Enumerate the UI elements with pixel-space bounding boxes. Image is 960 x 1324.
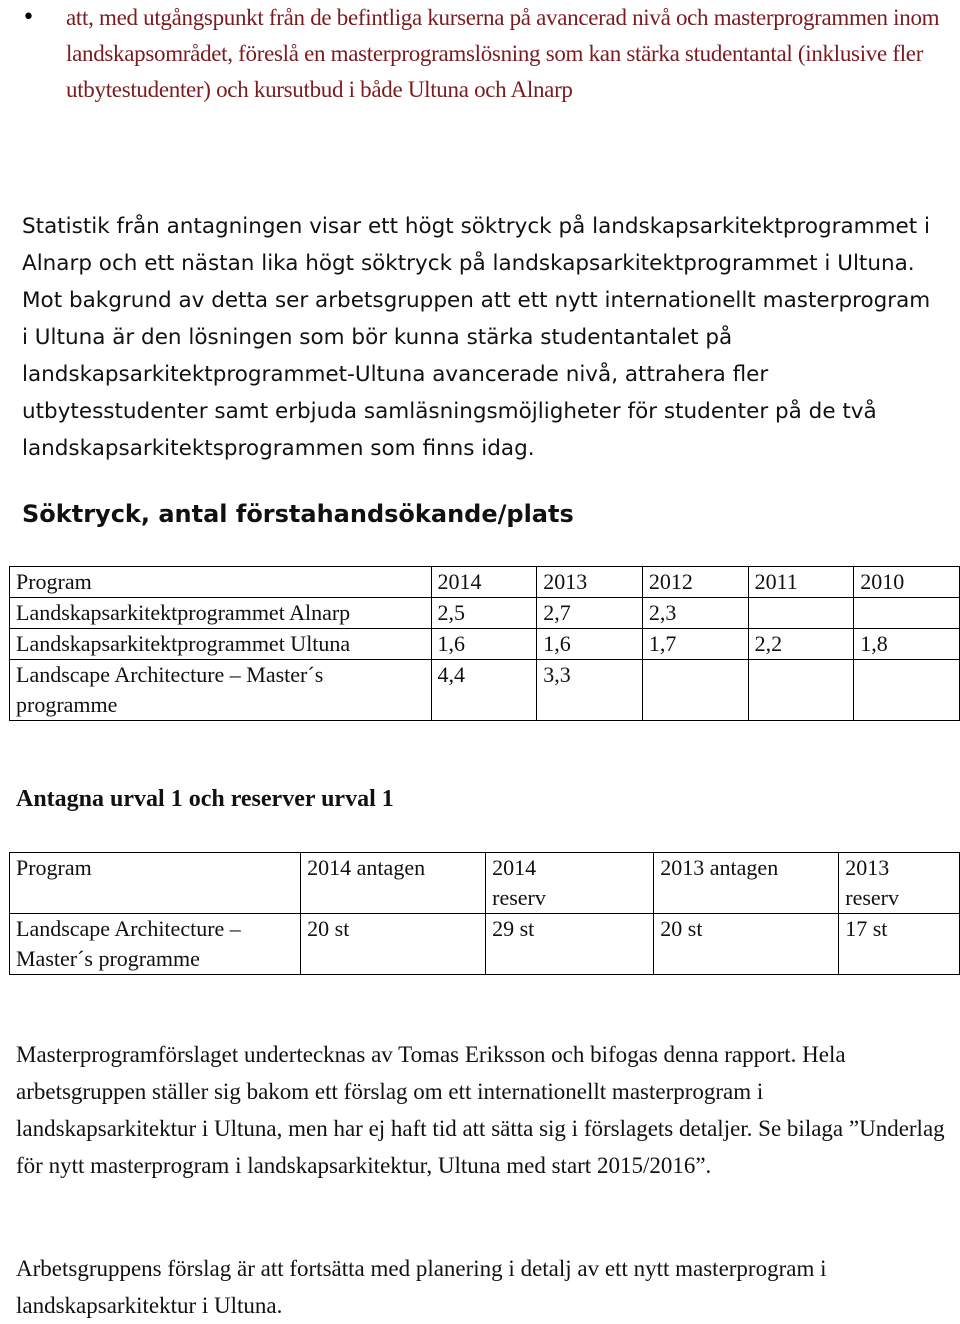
table-cell xyxy=(642,660,748,721)
table-cell: Landscape Architecture – Master´s programme xyxy=(10,914,301,975)
work-group-paragraph: Arbetsgruppens förslag är att fortsätta med planering i detalj av ett nytt masterprogram i landskapsarkitektur i Ultuna. xyxy=(16,1256,827,1318)
table-row xyxy=(10,629,960,660)
table-cell: Landskapsarkitektprogrammet Ultuna xyxy=(10,629,432,660)
antagna-heading: Antagna urval 1 och reserver urval 1 xyxy=(16,786,394,812)
table-row xyxy=(10,598,960,629)
table-cell: 2,7 xyxy=(537,598,643,629)
header-cell: Program xyxy=(10,853,301,914)
header-cell: 2013 xyxy=(537,567,643,598)
bullet-marker: • xyxy=(22,5,35,30)
header-cell: 2014 reserv xyxy=(486,853,654,914)
statistics-paragraph: Statistik från antagningen visar ett högt söktryck på landskapsarkitektprogrammet i Alnarp och ett nästan lika högt söktryck på landskapsarkitektprogrammet i Ultuna. Mot bakgrund av detta ser arbetsgruppen att ett nytt internationellt masterprogram i Ultuna är den lösningen som bör kunna stärka studentantalet på landskapsarkitektprogrammet-Ultuna avancerade nivå, attrahera fler utbytesstudenter samt erbjuda samläsningsmöjligheter för studenter på de två landskapsarkitektsprogrammen som finns idag. xyxy=(22,214,931,461)
table-cell: 2,5 xyxy=(431,598,537,629)
header-cell: 2013 antagen xyxy=(654,853,839,914)
soktryck-heading: Söktryck, antal förstahandsökande/plats xyxy=(22,500,574,528)
header-cell: 2012 xyxy=(642,567,748,598)
header-cell: 2014 xyxy=(431,567,537,598)
table-cell: 20 st xyxy=(301,914,486,975)
header-cell: 2013 reserv xyxy=(839,853,960,914)
header-cell: 2011 xyxy=(748,567,854,598)
table-cell: 20 st xyxy=(654,914,839,975)
table-header-row xyxy=(10,567,960,598)
table-cell: 2,3 xyxy=(642,598,748,629)
table-header-row xyxy=(10,853,960,914)
header-cell: Program xyxy=(10,567,432,598)
table-cell: 1,8 xyxy=(854,629,960,660)
table-cell: 3,3 xyxy=(537,660,643,721)
table-cell xyxy=(854,660,960,721)
table-row xyxy=(10,660,960,721)
table-cell: 1,6 xyxy=(537,629,643,660)
table-cell: Landscape Architecture – Master´s programme xyxy=(10,660,432,721)
table-cell: 29 st xyxy=(486,914,654,975)
header-cell: 2010 xyxy=(854,567,960,598)
header-cell: 2014 antagen xyxy=(301,853,486,914)
table-cell xyxy=(748,598,854,629)
table-cell: 2,2 xyxy=(748,629,854,660)
table-cell: 1,7 xyxy=(642,629,748,660)
table-cell xyxy=(748,660,854,721)
table-cell: 17 st xyxy=(839,914,960,975)
table-row xyxy=(10,914,960,975)
table-cell xyxy=(854,598,960,629)
table-cell: 4,4 xyxy=(431,660,537,721)
soktryck-table xyxy=(9,566,960,721)
table-cell: 1,6 xyxy=(431,629,537,660)
antagna-table xyxy=(9,852,960,975)
table-cell: Landskapsarkitektprogrammet Alnarp xyxy=(10,598,432,629)
proposal-paragraph: Masterprogramförslaget undertecknas av Tomas Eriksson och bifogas denna rapport. Hela arbetsgruppen ställer sig bakom ett förslag om ett internationellt masterprogram i landskapsarkitektur i Ultuna, men har ej haft tid att sätta sig i förslagets detaljer. Se bilaga ”Underlag för nytt masterprogram i landskapsarkitektur, Ultuna med start 2015/2016”. xyxy=(16,1042,945,1178)
bullet-text: att, med utgångspunkt från de befintliga kurserna på avancerad nivå och masterprogrammen inom landskapsområdet, föreslå en masterprogramslösning som kan stärka studentantal (inklusive fler utbytestudenter) och kursutbud i både Ultuna och Alnarp xyxy=(66,5,940,102)
